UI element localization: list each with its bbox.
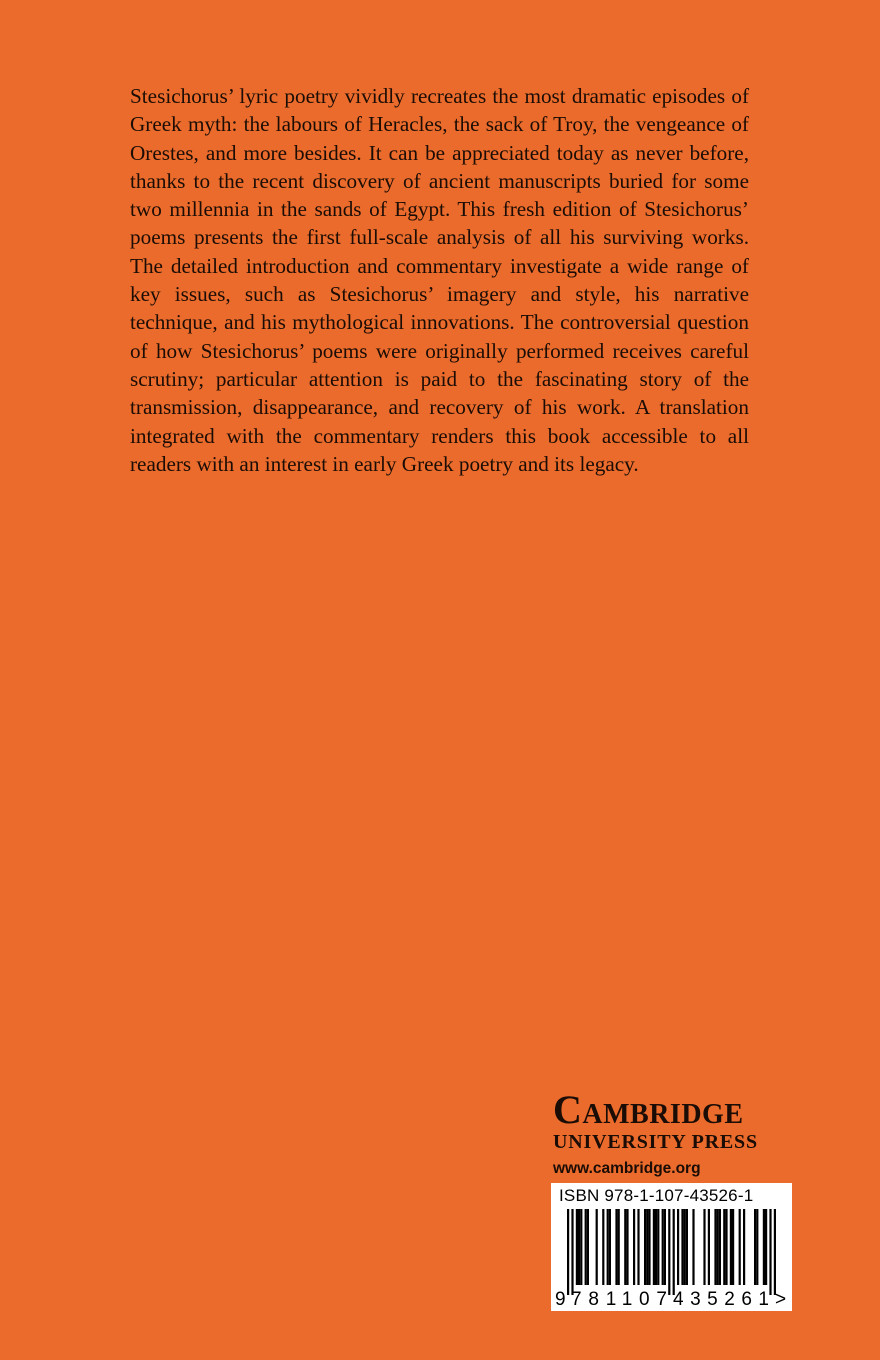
barcode-bar [668,1209,670,1295]
barcode-bar [743,1209,745,1285]
barcode-bar [756,1209,758,1285]
back-cover-blurb: Stesichorus’ lyric poetry vividly recreates the most dramatic episodes of Greek myth: the labours of Heracles, the sack of Troy, the vengeance of Orestes, and more besides. It can be appreciated today as never before, thanks to the recent discovery of ancient manuscripts buried for some two millennia in the sands of Egypt. This fresh edition of Stesichorus’ poems presents the first full-scale analysis of all his surviving works. The detailed introduction and commentary investigate a wide range of key issues, such as Stesichorus’ imagery and style, his narrative technique, and his mythological innovations. The controversial question of how Stesichorus’ poems were originally performed receives careful scrutiny; particular attention is paid to the fascinating story of the transmission, disappearance, and recovery of his work. A translation integrated with the commentary renders this book accessible to all readers with an interest in early Greek poetry and its legacy. [130,84,749,476]
barcode-bar [662,1209,664,1285]
barcode-bar [655,1209,657,1285]
barcode-bar [653,1209,655,1285]
barcode-bar [648,1209,650,1285]
barcode-bar [739,1209,741,1285]
barcode-bar [754,1209,756,1285]
barcode-bar [769,1209,771,1295]
barcode-bar [607,1209,609,1285]
isbn-barcode [551,1183,792,1311]
barcode-bar [624,1209,626,1285]
barcode-bar [602,1209,604,1285]
barcode-bar [637,1209,639,1285]
barcode-digit-first: 9 [555,1289,566,1310]
barcode-bar [578,1209,580,1285]
barcode-bar [681,1209,683,1285]
barcode-bar [626,1209,628,1285]
barcode-bars [567,1209,776,1295]
barcode-bar [684,1209,686,1285]
barcode-bar [615,1209,617,1285]
barcode-digits-left: 781107 [571,1289,667,1310]
barcode-bar [664,1209,666,1285]
barcode-bar [596,1209,598,1285]
barcode-graphic [551,1183,792,1311]
barcode-bar [725,1209,727,1285]
barcode-bar [576,1209,578,1285]
barcode-bar [633,1209,635,1285]
barcode-bar [703,1209,705,1285]
barcode-bar [571,1209,573,1295]
barcode-bar [719,1209,721,1285]
barcode-bar [732,1209,734,1285]
barcode-arrow: > [775,1289,787,1310]
barcode-bar [673,1209,675,1295]
barcode-bar [618,1209,620,1285]
barcode-bar [765,1209,767,1285]
barcode-bar [644,1209,646,1285]
barcode-bar [585,1209,587,1285]
barcode-bar [692,1209,694,1285]
barcode-bar [646,1209,648,1285]
publisher-name: Cambridge [553,1087,744,1132]
barcode-bar [686,1209,688,1285]
barcode-bar [677,1209,679,1285]
publisher-website: www.cambridge.org [553,1160,701,1177]
publisher-subtitle: UNIVERSITY PRESS [553,1131,758,1153]
barcode-bar [587,1209,589,1285]
barcode-bar [763,1209,765,1285]
barcode-bar [580,1209,582,1285]
barcode-bar [717,1209,719,1285]
barcode-bar [774,1209,776,1295]
barcode-bar [567,1209,569,1295]
barcode-bar [714,1209,716,1285]
barcode-bar [609,1209,611,1285]
publisher-logo [553,1087,793,1179]
isbn-label: ISBN 978-1-107-43526-1 [559,1186,754,1205]
barcode-bar [723,1209,725,1285]
barcode-bar [657,1209,659,1285]
barcode-digits-right: 435261 [673,1289,769,1310]
barcode-bar [730,1209,732,1285]
barcode-bar [708,1209,710,1285]
